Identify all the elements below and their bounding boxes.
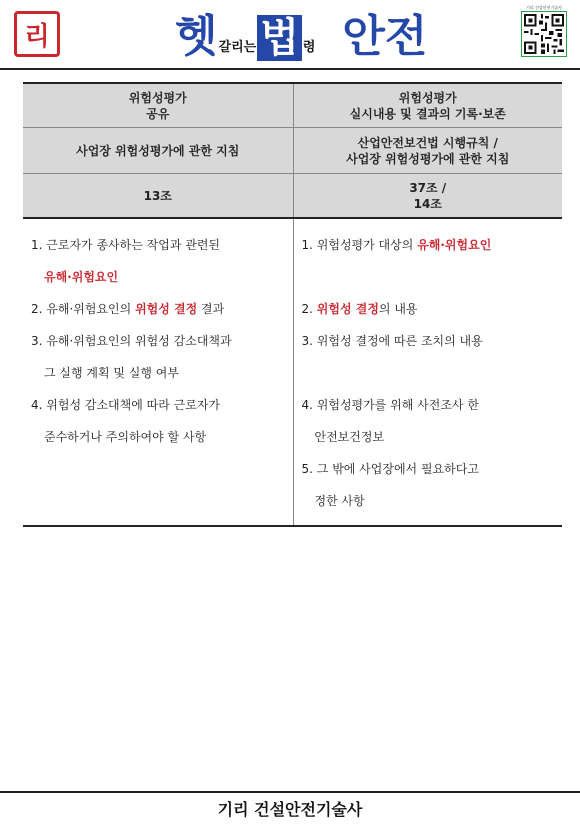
header-cell: 위험성평가 실시내용 및 결과의 기록·보존 <box>293 83 562 128</box>
list-item: 1. 위험성평가 대상의 유해·위험요인 <box>301 238 492 252</box>
list-item: 2. 유해·위험요인의 위험성 결정 결과 <box>31 302 225 316</box>
header-cell: 37조 / 14조 <box>293 174 562 219</box>
table-body-row <box>23 218 562 526</box>
header-divider <box>0 68 580 70</box>
list-spacer <box>302 261 555 293</box>
qr-caption: 기리 건설안전기술사 <box>525 5 563 10</box>
right-column-content <box>293 218 562 526</box>
list-item: 4. 위험성평가를 위해 사전조사 한 <box>301 398 479 412</box>
list-item: 2. 위험성 결정의 내용 <box>301 302 418 316</box>
list-item: 준수하거나 주의하여야 할 사항 <box>44 430 207 444</box>
list-item: 5. 그 밖에 사업장에서 필요하다고 <box>301 462 479 476</box>
header-cell: 산업안전보건법 시행규칙 / 사업장 위험성평가에 관한 지침 <box>293 128 562 174</box>
title-small2: 령 <box>302 40 316 55</box>
logo-text: 리 <box>24 21 50 52</box>
table-header-row <box>23 174 562 219</box>
header-cell: 13조 <box>23 174 293 219</box>
table-header-row <box>23 83 562 128</box>
list-spacer <box>302 357 555 389</box>
left-column-content <box>23 218 293 526</box>
header-cell: 위험성평가 공유 <box>23 83 293 128</box>
list-item: 3. 유해·위험요인의 위험성 감소대책과 <box>31 334 232 348</box>
qr-block <box>521 5 567 61</box>
list-item: 4. 위험성 감소대책에 따라 근로자가 <box>31 398 221 412</box>
list-item: 그 실행 계획 및 실행 여부 <box>44 366 179 380</box>
title-part1: 헷 <box>175 11 218 62</box>
title-part2: 안전 <box>342 11 428 62</box>
list-item: 1. 근로자가 종사하는 작업과 관련된 <box>31 238 221 252</box>
footer-text: 기리 건설안전기술사 <box>217 800 363 819</box>
qr-code-icon <box>521 11 567 57</box>
table-header-row <box>23 128 562 174</box>
title-small1: 갈리는 <box>218 40 257 55</box>
title-box: 법 <box>257 15 302 61</box>
header-cell: 사업장 위험성평가에 관한 지침 <box>23 128 293 174</box>
list-item: 안전보건정보 <box>314 430 385 444</box>
list-item: 정한 사항 <box>314 494 365 508</box>
list-item: 유해·위험요인 <box>44 270 119 284</box>
page-title <box>175 5 427 63</box>
page-header <box>0 0 580 70</box>
list-item: 3. 위험성 결정에 따른 조치의 내용 <box>301 334 483 348</box>
footer-divider <box>0 791 580 793</box>
comparison-table <box>23 82 562 527</box>
logo <box>14 11 60 57</box>
